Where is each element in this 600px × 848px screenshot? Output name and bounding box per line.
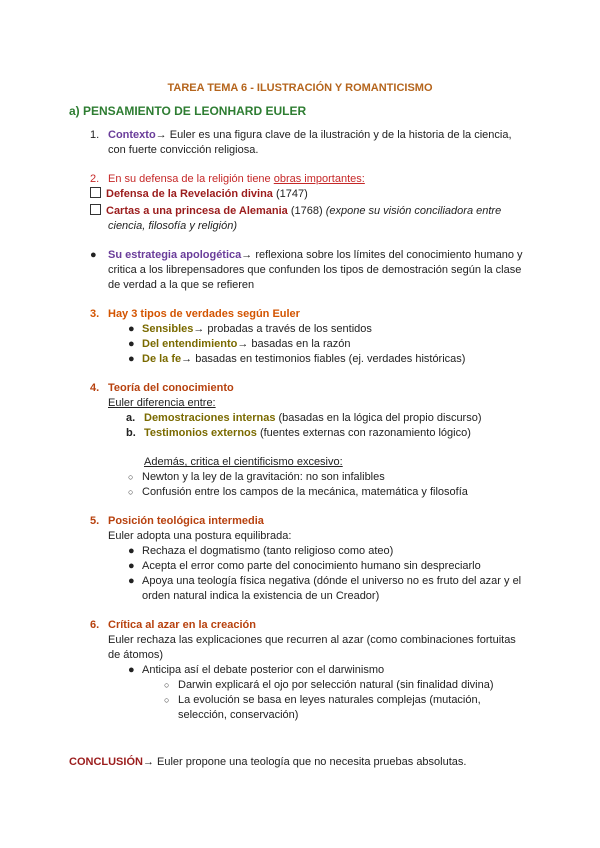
item-1-number: 1.	[90, 129, 100, 141]
item-1-text: Euler es una figura clave de la ilustración y de la historia de la ciencia,	[166, 129, 512, 141]
item-6-number: 6.	[90, 619, 100, 631]
item-4-a	[126, 411, 482, 426]
apologetics-label: Su estrategia apologética	[108, 249, 242, 261]
bullet-icon: ●	[128, 545, 135, 557]
arrow: →	[142, 756, 154, 768]
conclusion-text: Euler propone una teología que no necesita pruebas absolutas.	[153, 756, 467, 768]
item-6-sub-1	[164, 678, 494, 693]
item-4-a-text: (basadas en la lógica del propio discurso)	[275, 412, 482, 424]
item-4-heading	[90, 381, 234, 396]
item-1-line-1	[90, 128, 512, 143]
apologetics-line-2: critica a los librepensadores que confunden los tipos de demostración según la clase	[108, 264, 522, 276]
item-6-intro-line-2: de átomos)	[108, 649, 164, 661]
truth-item	[128, 322, 372, 337]
truth-text: probadas a través de los sentidos	[204, 323, 372, 335]
item-4-sub-1	[128, 470, 385, 485]
work-1-line	[90, 187, 308, 202]
item-6-bullet-1-text: Anticipa así el debate posterior con el darwinismo	[142, 664, 385, 676]
work-2-year: (1768)	[287, 205, 326, 217]
item-5-bullet-1-text: Rechaza el dogmatismo (tanto religioso como ateo)	[142, 545, 394, 557]
work-2-title: Cartas a una princesa de Alemania	[106, 205, 288, 217]
item-5-bullet-2-text: Acepta el error como parte del conocimiento humano sin despreciarlo	[142, 560, 481, 572]
item-5-heading	[90, 514, 264, 529]
work-2-note-line-2: ciencia, filosofía y religión)	[108, 220, 238, 232]
item-6-sub-2-text: La evolución se basa en leyes naturales complejas (mutación,	[178, 694, 481, 706]
circle-bullet-icon: ○	[164, 680, 170, 690]
bullet-icon: ●	[128, 664, 135, 676]
item-5-bullet-2	[128, 559, 481, 574]
item-4-sub-1-text: Newton y la ley de la gravitación: no son infalibles	[142, 471, 385, 483]
item-3-heading	[90, 307, 300, 322]
item-3-heading-text: Hay 3 tipos de verdades según Euler	[108, 308, 300, 320]
work-2-line	[90, 204, 501, 219]
section-a-heading: a) PENSAMIENTO DE LEONHARD EULER	[69, 104, 307, 118]
arrow: →	[241, 249, 253, 261]
item-2-number: 2.	[90, 173, 100, 185]
item-6-intro-line-1: Euler rechaza las explicaciones que recurren al azar (como combinaciones fortuitas	[108, 634, 516, 646]
document-title: TAREA TEMA 6 - ILUSTRACIÓN Y ROMANTICISMO	[167, 82, 433, 94]
apologetics-text: reflexiona sobre los límites del conocimiento humano y	[252, 249, 523, 261]
item-6-sub-2-line-2: selección, conservación)	[178, 709, 299, 721]
checkbox-icon[interactable]	[90, 187, 101, 198]
truth-label: Del entendimiento	[142, 338, 238, 350]
circle-bullet-icon: ○	[128, 487, 134, 497]
item-4-a-label: Demostraciones internas	[144, 412, 276, 424]
item-6-sub-2	[164, 693, 481, 708]
bullet-icon: ●	[128, 353, 135, 365]
item-6-heading	[90, 618, 256, 633]
item-5-bullet-1	[128, 544, 393, 559]
item-5-bullet-3-text: Apoya una teología física negativa (dónde el universo no es fruto del azar y el	[142, 575, 522, 587]
arrow: →	[155, 129, 167, 141]
item-5-intro: Euler adopta una postura equilibrada:	[108, 530, 292, 542]
item-4-critique: Además, critica el cientificismo excesivo:	[144, 456, 343, 468]
item-4-b	[126, 426, 471, 441]
item-4-b-label: Testimonios externos	[144, 427, 257, 439]
conclusion-label: CONCLUSIÓN	[69, 756, 143, 768]
item-4-number: 4.	[90, 382, 100, 394]
item-4-b-marker: b.	[126, 427, 136, 439]
bullet-icon: ●	[128, 560, 135, 572]
truth-text: basadas en testimonios fiables (ej. verdades históricas)	[192, 353, 466, 365]
bullet-icon: ●	[128, 323, 135, 335]
truth-item	[128, 352, 465, 367]
item-3-number: 3.	[90, 308, 100, 320]
apologetics-line-3: de verdad a la que se refieren	[108, 279, 255, 291]
item-6-bullet-1	[128, 663, 384, 678]
item-2-text: En su defensa de la religión tiene	[108, 173, 274, 185]
item-2-line	[90, 172, 365, 187]
work-1-title: Defensa de la Revelación divina	[106, 188, 273, 200]
arrow: →	[237, 338, 249, 350]
truth-label: De la fe	[142, 353, 182, 365]
work-1-year: (1747)	[272, 188, 308, 200]
circle-bullet-icon: ○	[164, 695, 170, 705]
item-6-heading-text: Crítica al azar en la creación	[108, 619, 256, 631]
checkbox-icon[interactable]	[90, 204, 101, 215]
item-4-a-marker: a.	[126, 412, 136, 424]
item-5-number: 5.	[90, 515, 100, 527]
bullet-icon: ●	[128, 575, 135, 587]
truth-item	[128, 337, 350, 352]
item-5-bullet-3-line-2: orden natural indica la existencia de un Creador)	[142, 590, 380, 602]
item-1-line-2: con fuerte convicción religiosa.	[108, 144, 259, 156]
truth-text: basadas en la razón	[248, 338, 351, 350]
work-2-note: (expone su visión conciliadora entre	[325, 205, 502, 217]
apologetics-line-1	[90, 248, 523, 263]
truth-label: Sensibles	[142, 323, 194, 335]
item-4-heading-text: Teoría del conocimiento	[108, 382, 234, 394]
item-4-b-text: (fuentes externas con razonamiento lógico)	[256, 427, 471, 439]
item-2-underline: obras importantes:	[273, 173, 365, 185]
item-4-sub-2	[128, 485, 468, 500]
circle-bullet-icon: ○	[128, 472, 134, 482]
item-1-label: Contexto	[108, 129, 156, 141]
bullet-icon: ●	[128, 338, 135, 350]
conclusion-line	[69, 755, 466, 770]
arrow: →	[181, 353, 193, 365]
item-6-sub-1-text: Darwin explicará el ojo por selección natural (sin finalidad divina)	[178, 679, 494, 691]
item-4-sub-2-text: Confusión entre los campos de la mecánica, matemática y filosofía	[142, 486, 468, 498]
bullet-icon: ●	[90, 249, 97, 261]
item-4-intro: Euler diferencia entre:	[108, 397, 216, 409]
item-5-bullet-3	[128, 574, 521, 589]
arrow: →	[193, 323, 205, 335]
item-5-heading-text: Posición teológica intermedia	[108, 515, 264, 527]
